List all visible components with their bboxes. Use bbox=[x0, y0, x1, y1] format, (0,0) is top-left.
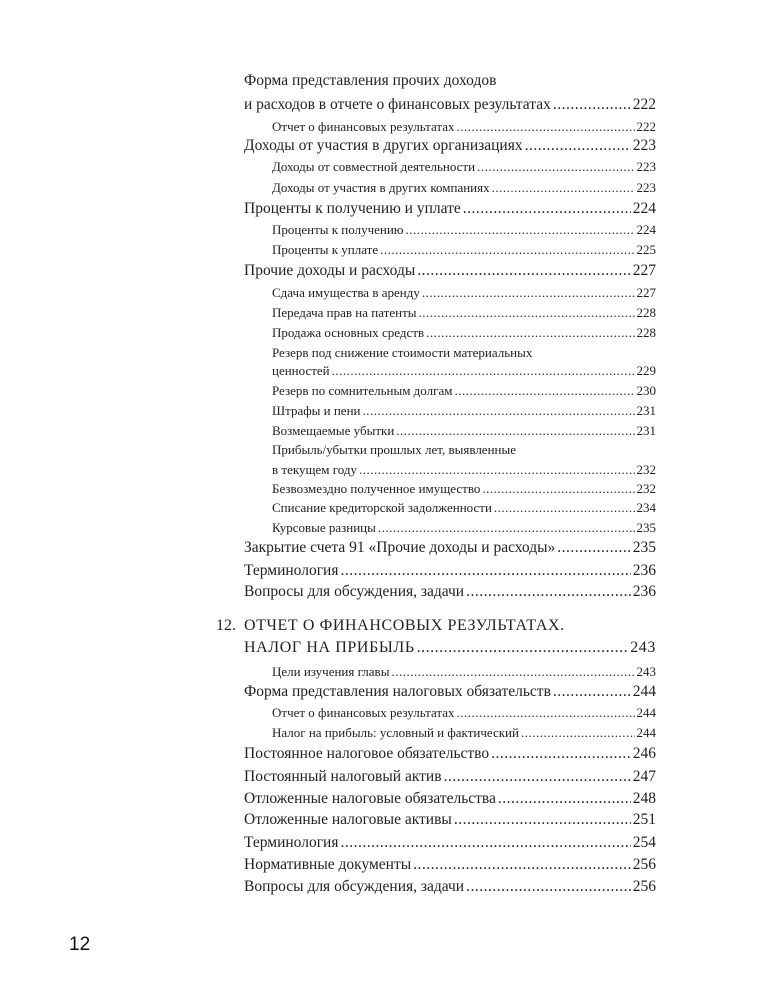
toc-entry bbox=[244, 583, 656, 601]
toc-entry-label: Форма представления прочих доходов bbox=[244, 72, 497, 89]
toc-entry-label: Безвозмездно полученное имущество bbox=[272, 481, 481, 496]
toc-page-number: 228 bbox=[636, 305, 656, 320]
dot-leader bbox=[426, 325, 634, 341]
toc-page-number: 244 bbox=[636, 725, 656, 740]
toc-page-number: 224 bbox=[636, 222, 656, 237]
toc-entry-label: Вопросы для обсуждения, задачи bbox=[244, 878, 465, 895]
toc-entry bbox=[272, 481, 656, 497]
toc-entry-label: Отчет о финансовых результатах bbox=[272, 705, 455, 720]
toc-page-number: 254 bbox=[632, 834, 656, 851]
toc-entry bbox=[272, 500, 656, 516]
dot-leader bbox=[380, 242, 634, 258]
dot-leader bbox=[498, 790, 631, 808]
page-number: 12 bbox=[69, 934, 91, 955]
dot-leader bbox=[396, 423, 634, 439]
dot-leader bbox=[340, 834, 630, 852]
toc-page-number: 247 bbox=[632, 768, 656, 785]
toc-entry-label: Проценты к получению bbox=[272, 222, 404, 237]
toc-page-number: 223 bbox=[632, 137, 656, 154]
toc-page-number: 229 bbox=[636, 363, 656, 378]
toc-entry bbox=[244, 834, 656, 852]
dot-leader bbox=[454, 811, 631, 829]
toc-entry bbox=[244, 811, 656, 829]
dot-leader bbox=[362, 403, 634, 419]
toc-entry bbox=[272, 242, 656, 258]
toc-page-number: 256 bbox=[632, 856, 656, 873]
toc-entry-label: Вопросы для обсуждения, задачи bbox=[244, 583, 465, 600]
chapter-heading bbox=[244, 639, 656, 657]
toc-entry-label: Возмещаемые убытки bbox=[272, 423, 395, 438]
dot-leader bbox=[553, 96, 631, 114]
dot-leader bbox=[525, 137, 631, 155]
toc-entry bbox=[272, 664, 656, 680]
toc-entry bbox=[272, 159, 656, 175]
toc-entry bbox=[272, 403, 656, 419]
dot-leader bbox=[466, 878, 631, 896]
toc-page-number: 244 bbox=[636, 705, 656, 720]
toc-entry-label: Передача прав на патенты bbox=[272, 305, 417, 320]
toc-entry-label: Прочие доходы и расходы bbox=[244, 262, 416, 279]
toc-page-number: 231 bbox=[636, 403, 656, 418]
dot-leader bbox=[422, 285, 635, 301]
toc-page-number: 222 bbox=[632, 96, 656, 113]
toc-entry bbox=[272, 305, 656, 321]
chapter-title-line-2: НАЛОГ НА ПРИБЫЛЬ bbox=[244, 639, 415, 656]
toc-entry-label: Постоянный налоговый актив bbox=[244, 768, 442, 785]
dot-leader bbox=[391, 664, 634, 680]
toc-entry bbox=[272, 725, 656, 741]
toc-entry-label: Прибыль/убытки прошлых лет, выявленные bbox=[272, 442, 516, 457]
toc-entry-label: Списание кредиторской задолженности bbox=[272, 500, 492, 515]
toc-page-number: 234 bbox=[636, 500, 656, 515]
toc-entry bbox=[272, 462, 656, 478]
toc-page-number: 227 bbox=[632, 262, 656, 279]
toc-entry bbox=[272, 363, 656, 379]
toc-page-number: 236 bbox=[632, 583, 656, 600]
toc-page-number: 256 bbox=[632, 878, 656, 895]
toc-entry bbox=[244, 768, 656, 786]
toc-entry-label: Цели изучения главы bbox=[272, 664, 390, 679]
toc-entry bbox=[244, 683, 656, 701]
dot-leader bbox=[491, 745, 631, 763]
toc-entry-label: Резерв под снижение стоимости материальных bbox=[272, 345, 533, 360]
toc-entry bbox=[272, 705, 656, 721]
dot-leader bbox=[359, 462, 635, 478]
toc-page-number: 223 bbox=[636, 159, 656, 174]
toc-entry bbox=[244, 200, 656, 218]
toc-page-number: 228 bbox=[636, 325, 656, 340]
chapter-title-line-1: ОТЧЕТ О ФИНАНСОВЫХ РЕЗУЛЬТАТАХ. bbox=[244, 617, 565, 634]
toc-page-number: 246 bbox=[632, 745, 656, 762]
dot-leader bbox=[454, 383, 634, 399]
toc-entry bbox=[272, 222, 656, 238]
toc-page-number: 230 bbox=[636, 383, 656, 398]
toc-entry-label: Сдача имущества в аренду bbox=[272, 285, 420, 300]
dot-leader bbox=[492, 180, 635, 196]
toc-entry bbox=[272, 520, 656, 536]
toc-entry-label: Доходы от участия в других компаниях bbox=[272, 180, 490, 195]
dot-leader bbox=[332, 363, 635, 379]
toc-entry bbox=[244, 562, 656, 580]
toc-page-number: 222 bbox=[636, 119, 656, 134]
toc-page-number: 248 bbox=[632, 790, 656, 807]
dot-leader bbox=[419, 305, 635, 321]
dot-leader bbox=[444, 768, 631, 786]
toc-entry bbox=[244, 745, 656, 763]
toc-page-number: 235 bbox=[636, 520, 656, 535]
dot-leader bbox=[553, 683, 631, 701]
toc-entry-label: ценностей bbox=[272, 363, 330, 378]
dot-leader bbox=[477, 159, 634, 175]
toc-page-number: 225 bbox=[636, 242, 656, 257]
toc-entry bbox=[272, 383, 656, 399]
dot-leader bbox=[466, 583, 631, 601]
toc-entry-label: Форма представления налоговых обязательств bbox=[244, 683, 551, 700]
chapter-page-number: 243 bbox=[630, 639, 656, 656]
toc-entry-label: Терминология bbox=[244, 834, 339, 851]
toc-entry bbox=[244, 96, 656, 114]
toc-entry-label: Доходы от участия в других организациях bbox=[244, 137, 523, 154]
toc-entry bbox=[244, 262, 656, 280]
toc-page-number: 223 bbox=[636, 180, 656, 195]
toc-entry bbox=[272, 325, 656, 341]
dot-leader bbox=[521, 725, 635, 741]
toc-entry-label: Терминология bbox=[244, 562, 339, 579]
toc-entry bbox=[244, 137, 656, 155]
toc-page-number: 236 bbox=[632, 562, 656, 579]
dot-leader bbox=[340, 562, 630, 580]
toc-entry-label: Штрафы и пени bbox=[272, 403, 361, 418]
toc-page-number: 243 bbox=[636, 664, 656, 679]
toc-entry-label: и расходов в отчете о финансовых результатах bbox=[244, 96, 551, 113]
dot-leader bbox=[482, 481, 634, 497]
toc-entry-label: Продажа основных средств bbox=[272, 325, 425, 340]
toc-entry bbox=[272, 119, 656, 135]
toc-entry-label: Проценты к уплате bbox=[272, 242, 379, 257]
toc-entry bbox=[244, 878, 656, 896]
toc-entry-label: Проценты к получению и уплате bbox=[244, 200, 461, 217]
toc-entry bbox=[244, 72, 656, 90]
dot-leader bbox=[378, 520, 635, 536]
dot-leader bbox=[494, 500, 635, 516]
toc-entry bbox=[272, 423, 656, 439]
toc-entry-label: Закрытие счета 91 «Прочие доходы и расходы» bbox=[244, 539, 556, 556]
toc-entry bbox=[244, 856, 656, 874]
toc-page-number: 232 bbox=[636, 462, 656, 477]
toc-entry-label: Курсовые разницы bbox=[272, 520, 376, 535]
toc-page-number: 227 bbox=[636, 285, 656, 300]
toc-entry bbox=[272, 442, 656, 458]
dot-leader bbox=[457, 119, 635, 135]
toc-page-number: 232 bbox=[636, 481, 656, 496]
toc-entry bbox=[272, 180, 656, 196]
toc-entry bbox=[272, 345, 656, 361]
toc-entry bbox=[244, 539, 656, 557]
toc-entry-label: в текущем году bbox=[272, 462, 357, 477]
toc-entry-label: Отложенные налоговые обязательства bbox=[244, 790, 496, 807]
toc-entry-label: Нормативные документы bbox=[244, 856, 412, 873]
toc-entry-label: Постоянное налоговое обязательство bbox=[244, 745, 490, 762]
dot-leader bbox=[557, 539, 630, 557]
toc-entry-label: Отложенные налоговые активы bbox=[244, 811, 452, 828]
toc-entry-label: Налог на прибыль: условный и фактический bbox=[272, 725, 519, 740]
toc-entry-label: Резерв по сомнительным долгам bbox=[272, 383, 453, 398]
toc-entry bbox=[244, 790, 656, 808]
dot-leader bbox=[413, 856, 631, 874]
toc-entry-label: Доходы от совместной деятельности bbox=[272, 159, 476, 174]
dot-leader bbox=[417, 262, 630, 280]
toc-entry-label: Отчет о финансовых результатах bbox=[272, 119, 455, 134]
toc-page-number: 224 bbox=[632, 200, 656, 217]
toc-page-number: 244 bbox=[632, 683, 656, 700]
chapter-number: 12. bbox=[216, 617, 236, 634]
toc-page-number: 235 bbox=[632, 539, 656, 556]
toc-page-number: 231 bbox=[636, 423, 656, 438]
dot-leader bbox=[417, 639, 629, 657]
toc-page-number: 251 bbox=[632, 811, 656, 828]
chapter-heading bbox=[244, 617, 656, 635]
dot-leader bbox=[406, 222, 635, 238]
dot-leader bbox=[457, 705, 635, 721]
toc-entry bbox=[272, 285, 656, 301]
dot-leader bbox=[463, 200, 631, 218]
